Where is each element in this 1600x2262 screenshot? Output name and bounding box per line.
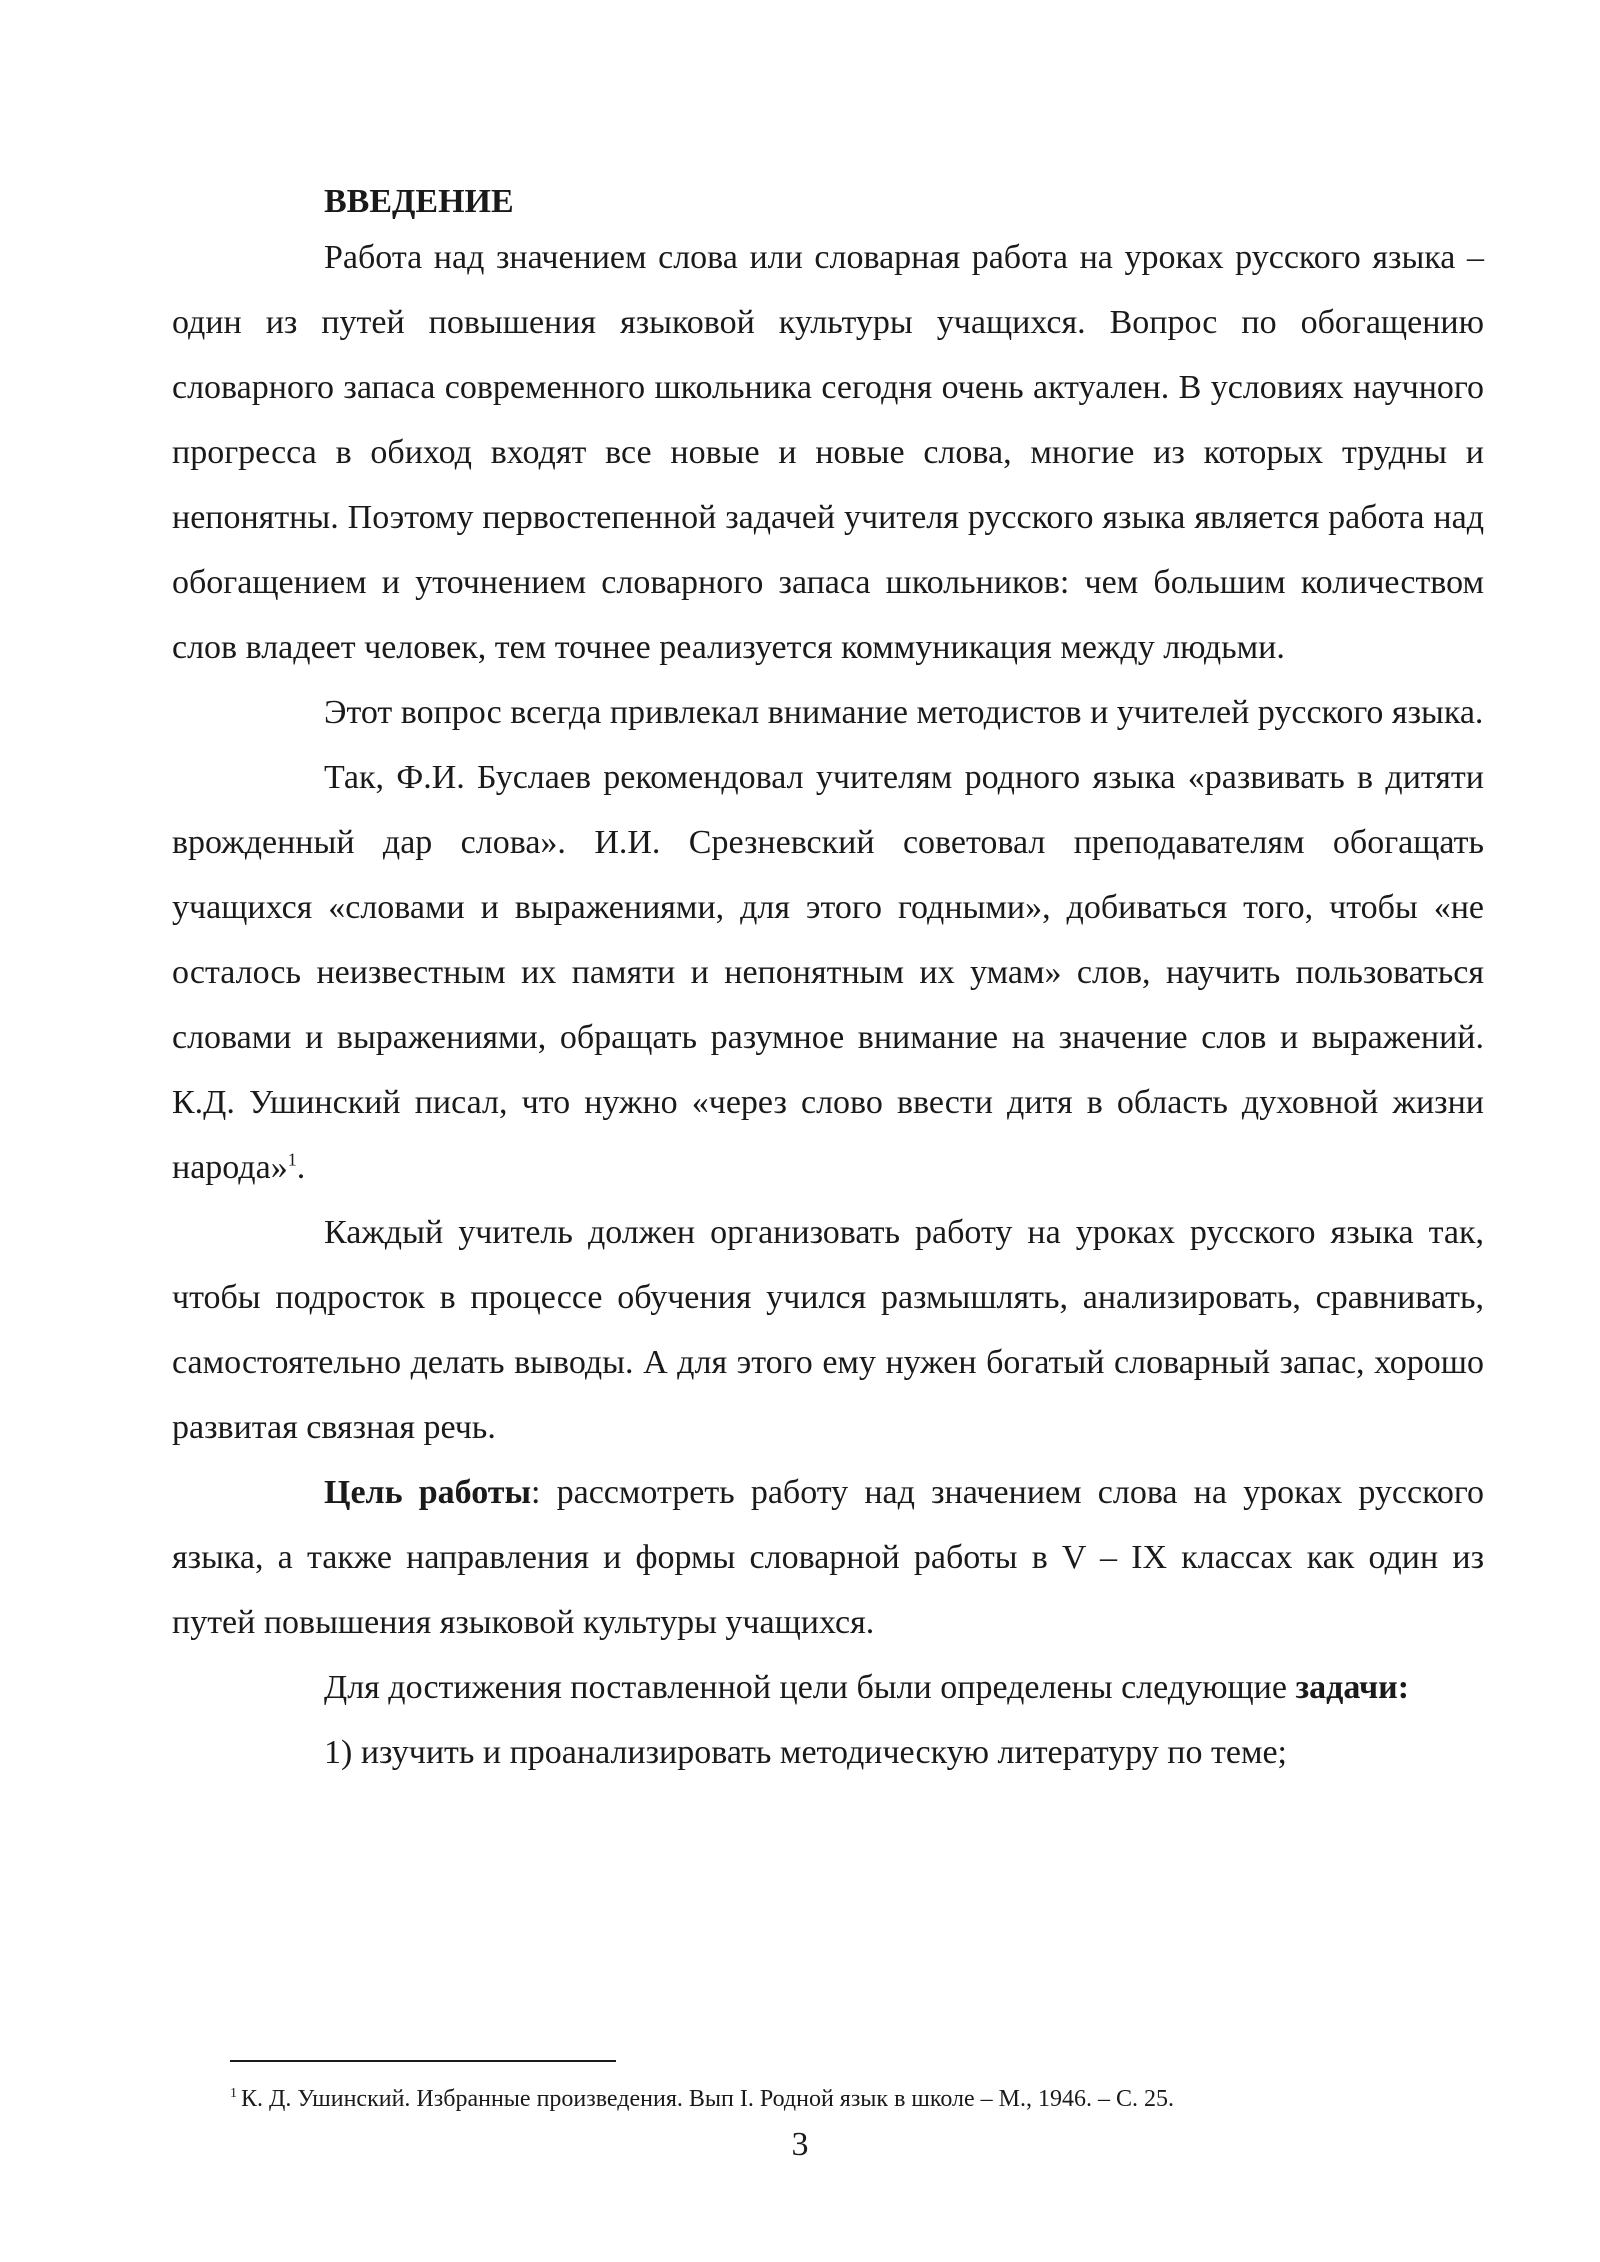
goal-label: Цель работы: [324, 1474, 532, 1511]
tasks-intro-text: Для достижения поставленной цели были определены следующие: [324, 1669, 1296, 1706]
tasks-label: задачи:: [1295, 1669, 1410, 1706]
paragraph-quotes-text: Так, Ф.И. Буслаев рекомендовал учителям родного языка «развивать в дитяти врожденный дар слова». И.И. Срезневский советовал преподавателям обогащать учащихся «словами и выражениями, для этого годными», добиваться того, чтобы «не осталось неизвестным их памяти и непонятным их умам» слов, научить пользоваться словами и выражениями, обращать разумное внимание на значение слов и выражений. К.Д. Ушинский писал, что нужно «через слово ввести дитя в область духовной жизни народа»: [172, 759, 1484, 1186]
paragraph-teacher: Каждый учитель должен организовать работу на уроках русского языка так, чтобы подросток в процессе обучения учился размышлять, анализировать, сравнивать, самостоятельно делать выводы. А для этого ему нужен богатый словарный запас, хорошо развитая связная речь.: [172, 1214, 1484, 1446]
paragraph-quotes-end: .: [296, 1149, 306, 1186]
goal-text: : рассмотреть работу над значением слова на уроках русского языка, а также направления и формы словарной работы в V – IX классах как один из путей повышения языковой культуры учащихся.: [172, 1474, 1484, 1641]
document-body: [172, 180, 1484, 1785]
footnote: [230, 2078, 1174, 2115]
paragraph-methodists: Этот вопрос всегда привлекал внимание методистов и учителей русского языка.: [324, 694, 1484, 731]
task-item-1: 1) изучить и проанализировать методическую литературу по теме;: [324, 1734, 1288, 1771]
footnote-separator: [230, 2060, 616, 2062]
footnote-marker: 1: [230, 2086, 237, 2101]
paragraph-intro: Работа над значением слова или словарная работа на уроках русского языка – один из путей повышения языковой культуры учащихся. Вопрос по обогащению словарного запаса современного школьника сегодня очень актуален. В условиях научного прогресса в обиход входят все новые и новые слова, многие из которых трудны и непонятны. Поэтому первостепенной задачей учителя русского языка является работа над обогащением и уточнением словарного запаса школьников: чем большим количеством слов владеет человек, тем точнее реализуется коммуникация между людьми.: [172, 239, 1484, 666]
section-heading: ВВЕДЕНИЕ: [324, 183, 514, 220]
page-number: 3: [791, 2126, 809, 2163]
paragraph-quotes: [172, 745, 1484, 1200]
paragraph-tasks-intro: [172, 1655, 1484, 1720]
footnote-text: К. Д. Ушинский. Избранные произведения. Вып I. Родной язык в школе – М., 1946. – С. 25.: [241, 2086, 1174, 2112]
paragraph-goal: [172, 1460, 1484, 1655]
footnote-reference: 1: [287, 1149, 297, 1170]
